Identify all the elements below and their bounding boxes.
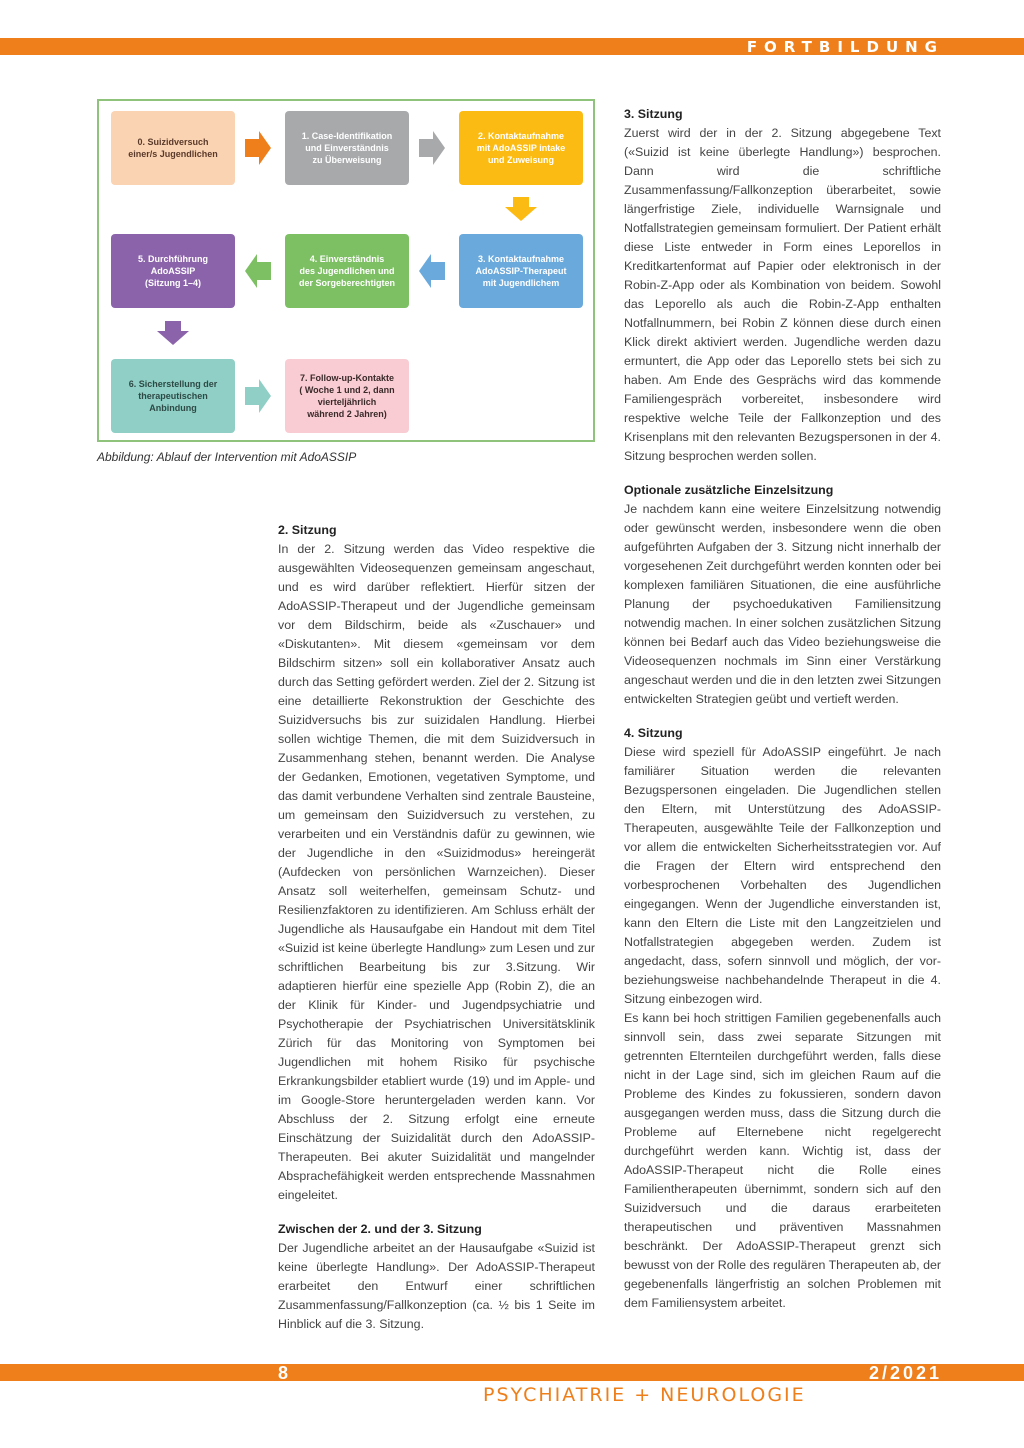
arrow-left-icon (245, 254, 271, 288)
arrow-down-icon (157, 321, 189, 345)
flow-step-4: 4. Einverständnis des Jugendlichen und der Sorgeberechtigten (285, 234, 409, 308)
flow-step-2: 2. Kontaktaufnahme mit AdoASSIP intake und Zuweisung (459, 111, 583, 185)
journal-title: PSYCHIATRIE + NEUROLOGIE (483, 1384, 806, 1406)
page-number: 8 (278, 1363, 289, 1383)
flow-step-5: 5. Durchführung AdoASSIP (Sitzung 1–4) (111, 234, 235, 308)
arrow-down-icon (505, 197, 537, 221)
body-paragraph: Diese wird speziell für AdoASSIP eingeführt. Je nach familiärer Situation werden die relevanten Bezugspersonen eingeladen. Die Jugendlichen stellen den Eltern, mit Unterstützung des AdoASSIP-Therapeuten, ausgewählte Teile der Fallkonzeption und vor allem die entwickelten Sicherheitsstrategien vor. Auf die Fragen der Eltern wird entsprechend den vorbesprochenen Vorbehalten des Jugendlichen eingegangen. Wenn der Jugendliche einverstanden ist, kann den Eltern die Liste mit den Langzeitzielen und Notfallstrategien abgegeben werden. Zudem ist angedacht, dass, sofern sinnvoll und möglich, der vor- beziehungsweise nachbehandelnde Therapeut in die 4. Sitzung einbezogen wird. (624, 745, 941, 1006)
flow-step-7: 7. Follow-up-Kontakte ( Woche 1 und 2, dann vierteljährlich während 2 Jahren) (285, 359, 409, 433)
figure-caption: Abbildung: Ablauf der Intervention mit AdoASSIP (97, 450, 357, 464)
body-paragraph: Zuerst wird der in der 2. Sitzung abgegebene Text («Suizid ist keine überlegte Handlung») besprochen. Dann wird die schriftliche Zusammenfassung/Fallkonzeption überarbeitet, sowie längerfristige Ziele, individuelle Warnsignale und Notfallstrategien gemeinsam formuliert. Der Patient erhält diese Liste entweder in Form eines Leporellos in Kreditkartenformat auf Papier oder elektronisch in der Robin-Z-App oder als Kombination von beidem. Sowohl das Leporello als auch die Robin-Z-App enthalten Notfallnummern, bei Robin Z können diese durch einen Klick direkt aktiviert werden. Jugendliche werden dazu ermuntert, die App oder das Leporello stets bei sich zu haben. Am Ende des Gesprächs wird das kommende Familiengespräch vorbereitet, insbesondere wird respektive welche Teile der Fallkonzeption und des Krisenplans mit den relevanten Bezugspersonen in der 4. Sitzung besprochen werden sollen. (624, 126, 941, 463)
issue-number: 2/2021 (868, 1363, 942, 1383)
left-column (278, 521, 595, 1334)
flow-step-6: 6. Sicherstellung der therapeutischen Anbindung (111, 359, 235, 433)
body-paragraph: Je nachdem kann eine weitere Einzelsitzung notwendig oder gewünscht werden, insbesondere wenn die oben aufgeführten Aufgaben der 3. Sitzung nicht innerhalb der vorgesehenen Zeit durchgeführt werden konnten oder bei komplexen familiären Situationen, die eine ausführliche Planung der psychoedukativen Familiensitzung notwendig machen. In einer solchen zusätzlichen Sitzung können bei Bedarf auch das Video beziehungsweise die Videosequenzen nochmals im Sinn einer Verstärkung angeschaut werden und die in den letzten zwei Sitzungen entwickelten Strategien geübt und vertieft werden. (624, 502, 941, 706)
flow-step-3: 3. Kontaktaufnahme AdoASSIP-Therapeut mit Jugendlichem (459, 234, 583, 308)
flow-step-1: 1. Case-Identifikation und Einverständnis zu Überweisung (285, 111, 409, 185)
section-heading: 3. Sitzung (624, 107, 683, 121)
arrow-right-icon (245, 379, 271, 413)
section-heading: Optionale zusätzliche Einzelsitzung (624, 483, 834, 497)
body-paragraph: Der Jugendliche arbeitet an der Hausaufgabe «Suizid ist keine überlegte Handlung». Der AdoASSIP-Therapeut erarbeitet den Entwurf einer schriftlichen Zusammenfassung/Fallkonzeption (ca. ½ bis 1 Seite im Hinblick auf die 3. Sitzung. (278, 1241, 595, 1331)
body-paragraph: Es kann bei hoch strittigen Familien gegebenenfalls auch sinnvoll sein, dass zwei separate Sitzungen mit getrennten Elternteilen durchgeführt werden, falls diese nicht in der Lage sind, sich im gleichen Raum auf die Probleme des Kindes zu fokussieren, sondern davon ausgegangen werden muss, dass die Sitzung durch die Probleme auf Elternebene nicht regelgerecht durchgeführt werden kann. Wichtig ist, dass der AdoASSIP-Therapeut nicht die Rolle eines Familientherapeuten übernimmt, sondern sich auf den Suizidversuch und die daraus erarbeiteten therapeutischen und präventiven Massnahmen beschränkt. Der AdoASSIP-Therapeut grenzt sich bewusst von der Rolle des regulären Therapeuten ab, der gegebenenfalls längerfristig an solchen Problemen mit dem Familiensystem arbeitet. (624, 1011, 941, 1310)
arrow-left-icon (419, 254, 445, 288)
arrow-right-icon (419, 131, 445, 165)
section-heading: 2. Sitzung (278, 523, 337, 537)
arrow-right-icon (245, 131, 271, 165)
section-heading: 4. Sitzung (624, 726, 683, 740)
section-label: FORTBILDUNG (746, 38, 944, 56)
flow-step-0: 0. Suizidversuch einer/s Jugendlichen (111, 111, 235, 185)
right-column (624, 105, 941, 1313)
flowchart-figure (97, 99, 595, 442)
body-paragraph: In der 2. Sitzung werden das Video respektive die ausgewählten Videosequenzen gemeinsam angeschaut, und es wird darüber reflektiert. Hierfür sitzen der AdoASSIP-Therapeut und der Jugendliche gemeinsam vor dem Bildschirm, beide als «Zuschauer» und «Diskutanten». Mit diesem «gemeinsam vor dem Bildschirm sitzen» soll ein kollaborativer Ansatz auch durch das Setting gefördert werden. Ziel der 2. Sitzung ist eine detaillierte Rekonstruktion der Geschichte des Suizidversuchs bis zur suizidalen Handlung. Hierbei sollen wichtige Themen, die mit dem Suizidversuch in Zusammenhang stehen, benannt werden. Die Analyse der Gedanken, Emotionen, vegetativen Symptome, und das damit verbundene Verhalten sind zentrale Bausteine, um gemeinsam den Suizidversuch zu verstehen, zu verarbeiten und ein Verständnis dafür zu gewinnen, wie der Jugendliche in den «Suizidmodus» hereingerät (Aufdecken von persönlichen Warnzeichen). Dieser Ansatz soll weiterhelfen, gemeinsam Schutz- und Resilienzfaktoren zu identifizieren. Am Schluss erhält der Jugendliche als Hausaufgabe ein Handout mit dem Titel «Suizid ist keine überlegte Handlung» zum Lesen und zur schriftlichen Bearbeitung bis zur 3.Sitzung. Wir adaptieren hierfür eine spezielle App (Robin Z), die an der Klinik für Kinder- und Jugendpsychiatrie und Psychotherapie der Psychiatrischen Universitätsklinik Zürich für das Monitoring von Symptomen bei Jugendlichen mit hohem Risiko für psychische Erkrankungsbilder etabliert wurde (19) und im Apple- und im Google-Store heruntergeladen werden kann. Vor Abschluss der 2. Sitzung erfolgt eine erneute Einschätzung der Suizidalität durch den AdoASSIP-Therapeuten. Bei akuter Suizidalität und mangelnder Absprachefähigkeit werden entsprechende Massnahmen eingeleitet. (278, 542, 595, 1202)
section-heading: Zwischen der 2. und der 3. Sitzung (278, 1222, 482, 1236)
